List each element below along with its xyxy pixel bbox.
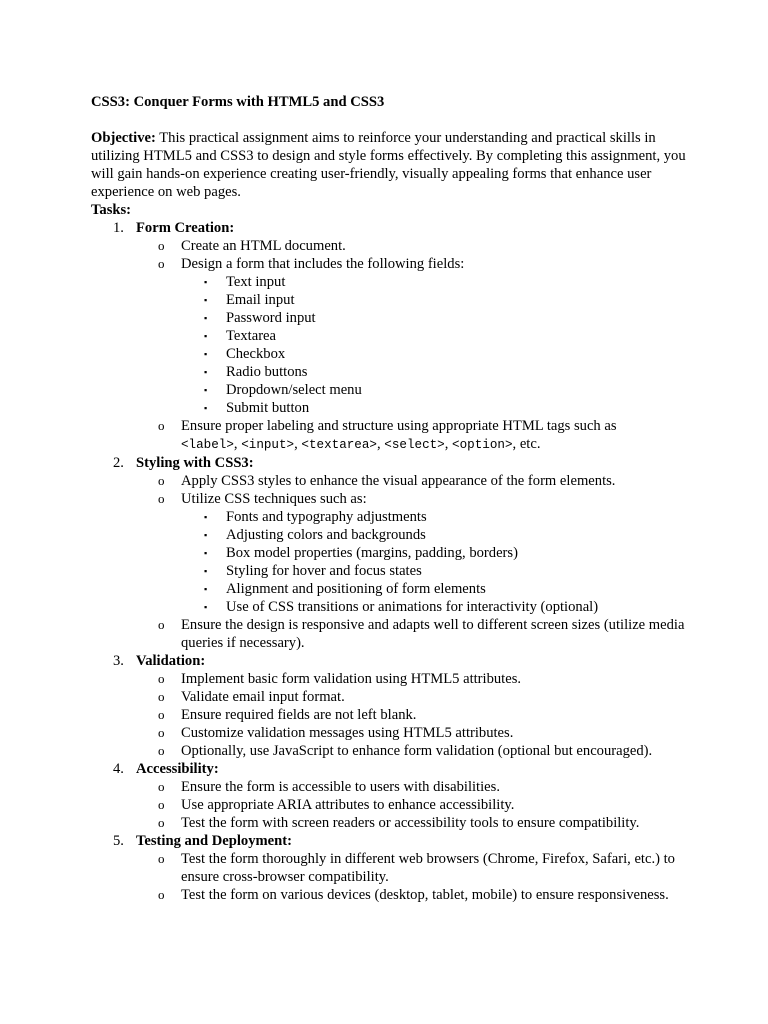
tag-separator: ,: [294, 436, 302, 452]
circle-bullet-icon: o: [158, 473, 165, 488]
square-bullet-icon: ▪: [204, 313, 208, 323]
task-subitem: [91, 706, 691, 724]
objective-label: Objective:: [91, 130, 156, 146]
task-heading: [91, 219, 691, 237]
field-list-text: Adjusting colors and backgrounds: [226, 527, 426, 543]
square-bullet-icon: ▪: [204, 566, 208, 576]
circle-bullet-icon: o: [158, 725, 165, 740]
subitem-text: Ensure required fields are not left blank.: [181, 707, 417, 723]
task-subitem: [91, 490, 691, 508]
field-list-item: [91, 309, 691, 327]
circle-bullet-icon: o: [158, 887, 165, 902]
square-bullet-icon: ▪: [204, 512, 208, 522]
task-number: 3.: [113, 653, 124, 669]
task-heading: [91, 760, 691, 778]
tasks-label: Tasks:: [91, 202, 132, 218]
tag-separator: ,: [233, 436, 242, 452]
field-list-item: [91, 580, 691, 598]
field-list-text: Checkbox: [226, 346, 286, 362]
square-bullet-icon: ▪: [204, 367, 208, 377]
square-bullet-icon: ▪: [204, 295, 208, 305]
circle-bullet-icon: o: [158, 689, 165, 704]
circle-bullet-icon: o: [158, 707, 165, 722]
field-list-text: Submit button: [226, 400, 310, 416]
task-title: Testing and Deployment:: [136, 833, 292, 849]
field-list-text: Box model properties (margins, padding, borders): [226, 545, 518, 561]
circle-bullet-icon: o: [158, 256, 165, 271]
circle-bullet-icon: o: [158, 491, 165, 506]
objective-text: This practical assignment aims to reinforce your understanding and practical skills in utilizing HTML5 and CSS3 to design and style forms effectively. By completing this assignment, you will gain hands-on experience creating user-friendly, visually appealing forms that enhance user experience on web pages.: [91, 130, 686, 200]
document-page: [91, 93, 691, 904]
circle-bullet-icon: o: [158, 238, 165, 253]
task-number: 4.: [113, 761, 124, 777]
task-heading: [91, 454, 691, 472]
subitem-text: Design a form that includes the following fields:: [181, 256, 465, 272]
field-list-item: [91, 345, 691, 363]
document-title: CSS3: Conquer Forms with HTML5 and CSS3: [91, 94, 385, 110]
field-list-text: Textarea: [226, 328, 277, 344]
circle-bullet-icon: o: [158, 815, 165, 830]
square-bullet-icon: ▪: [204, 385, 208, 395]
task-heading: [91, 832, 691, 850]
subitem-text: Use appropriate ARIA attributes to enhance accessibility.: [181, 797, 515, 813]
task-item: [91, 219, 691, 454]
square-bullet-icon: ▪: [204, 584, 208, 594]
subitem-text: Optionally, use JavaScript to enhance form validation (optional but encouraged).: [181, 743, 653, 759]
task-subitem: [91, 814, 691, 832]
circle-bullet-icon: o: [158, 779, 165, 794]
field-list-item: [91, 273, 691, 291]
task-title: Validation:: [136, 653, 206, 669]
field-list-item: [91, 381, 691, 399]
task-subitem: [91, 670, 691, 688]
field-list-item: [91, 562, 691, 580]
subitem-text: Validate email input format.: [181, 689, 345, 705]
task-list: [91, 219, 691, 904]
task-subitem: [91, 417, 691, 454]
field-list-item: [91, 526, 691, 544]
task-subitem: [91, 472, 691, 490]
field-list-item: [91, 291, 691, 309]
square-bullet-icon: ▪: [204, 331, 208, 341]
field-list-text: Styling for hover and focus states: [226, 563, 422, 579]
field-list-item: [91, 598, 691, 616]
square-bullet-icon: ▪: [204, 530, 208, 540]
subitem-text: Apply CSS3 styles to enhance the visual appearance of the form elements.: [181, 473, 616, 489]
html-tag-code: <select>: [384, 438, 445, 452]
task-subitem: [91, 796, 691, 814]
task-subitem: [91, 724, 691, 742]
html-tag-code: <input>: [241, 438, 295, 452]
code-line-suffix: , etc.: [512, 436, 541, 452]
task-title: Accessibility:: [136, 761, 219, 777]
task-subitem: [91, 237, 691, 255]
field-list-text: Email input: [226, 292, 295, 308]
task-subitem: [91, 742, 691, 760]
field-list-text: Radio buttons: [226, 364, 308, 380]
subitem-text: Customize validation messages using HTML5 attributes.: [181, 725, 514, 741]
subitem-text: Utilize CSS techniques such as:: [181, 491, 367, 507]
field-list-text: Text input: [226, 274, 286, 290]
subitem-text: Ensure the design is responsive and adapts well to different screen sizes (utilize media queries if necessary).: [181, 617, 685, 651]
task-title: Form Creation:: [136, 220, 235, 236]
field-list-text: Password input: [226, 310, 316, 326]
tag-separator: ,: [376, 436, 385, 452]
task-number: 5.: [113, 833, 124, 849]
task-heading: [91, 652, 691, 670]
field-list-item: [91, 327, 691, 345]
code-tags-line: [181, 435, 691, 454]
task-item: [91, 454, 691, 652]
square-bullet-icon: ▪: [204, 403, 208, 413]
field-list-item: [91, 544, 691, 562]
square-bullet-icon: ▪: [204, 277, 208, 287]
subitem-text: Test the form thoroughly in different web browsers (Chrome, Firefox, Safari, etc.) to ensure cross-browser compatibility.: [181, 851, 675, 885]
circle-bullet-icon: o: [158, 851, 165, 866]
objective-paragraph: [91, 129, 686, 201]
field-list-text: Dropdown/select menu: [226, 382, 362, 398]
task-item: [91, 652, 691, 760]
square-bullet-icon: ▪: [204, 548, 208, 558]
field-list-item: [91, 399, 691, 417]
subitem-text: Test the form with screen readers or accessibility tools to ensure compatibility.: [181, 815, 640, 831]
subitem-text: Ensure the form is accessible to users with disabilities.: [181, 779, 500, 795]
field-list-text: Alignment and positioning of form elements: [226, 581, 486, 597]
task-item: [91, 760, 691, 832]
circle-bullet-icon: o: [158, 743, 165, 758]
square-bullet-icon: ▪: [204, 602, 208, 612]
task-number: 2.: [113, 455, 124, 471]
task-title: Styling with CSS3:: [136, 455, 254, 471]
task-number: 1.: [113, 220, 124, 236]
square-bullet-icon: ▪: [204, 349, 208, 359]
subitem-text: Test the form on various devices (desktop, tablet, mobile) to ensure responsiveness.: [181, 887, 669, 903]
circle-bullet-icon: o: [158, 617, 165, 632]
field-list-item: [91, 508, 691, 526]
subitem-text: Ensure proper labeling and structure using appropriate HTML tags such as: [181, 418, 617, 434]
task-subitem: [91, 850, 691, 886]
task-subitem: [91, 778, 691, 796]
field-list-text: Fonts and typography adjustments: [226, 509, 427, 525]
circle-bullet-icon: o: [158, 797, 165, 812]
task-subitem: [91, 616, 691, 652]
task-subitem: [91, 688, 691, 706]
subitem-text: Create an HTML document.: [181, 238, 346, 254]
html-tag-code: <option>: [452, 438, 513, 452]
tag-separator: ,: [444, 436, 453, 452]
field-list-text: Use of CSS transitions or animations for interactivity (optional): [226, 599, 599, 615]
html-tag-code: <label>: [181, 438, 234, 452]
subitem-text: Implement basic form validation using HTML5 attributes.: [181, 671, 522, 687]
task-item: [91, 832, 691, 904]
circle-bullet-icon: o: [158, 418, 165, 433]
circle-bullet-icon: o: [158, 671, 165, 686]
html-tag-code: <textarea>: [301, 438, 377, 452]
task-subitem: [91, 886, 691, 904]
field-list-item: [91, 363, 691, 381]
task-subitem: [91, 255, 691, 273]
